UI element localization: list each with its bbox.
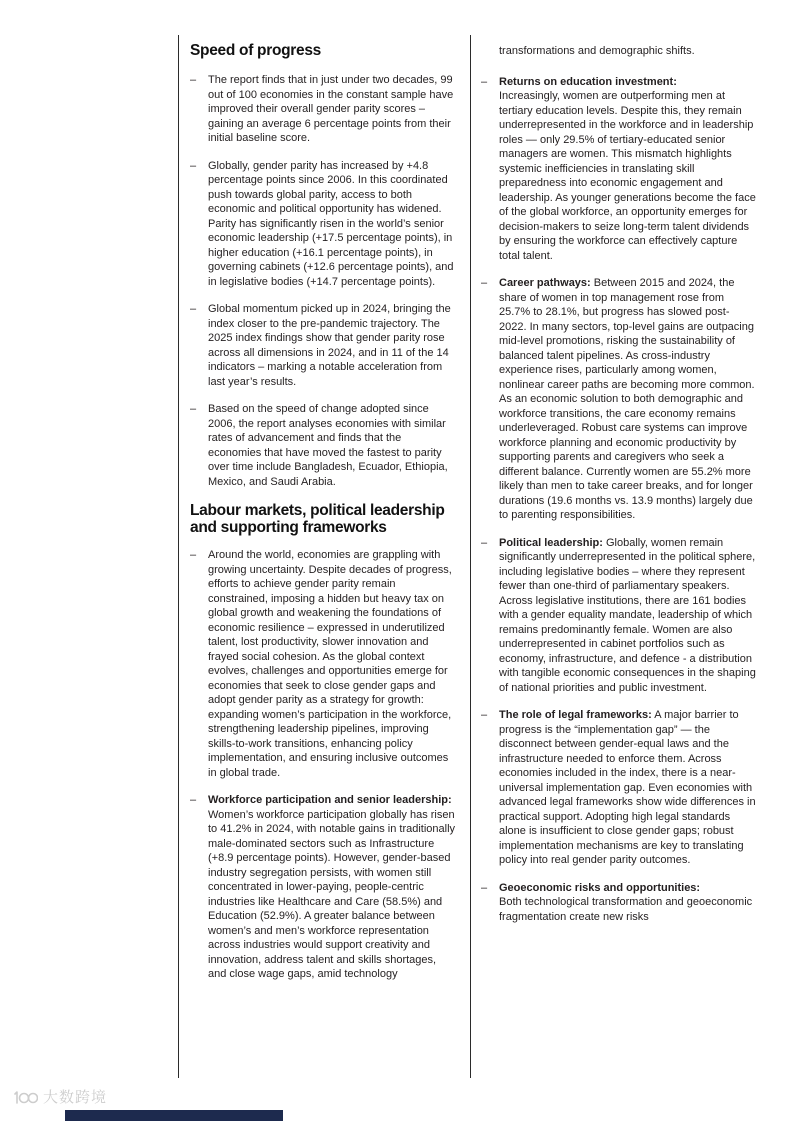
- bullet-dash: –: [190, 794, 197, 806]
- list-item: [190, 402, 456, 489]
- paragraph: [499, 75, 757, 264]
- paragraph-text: Between 2015 and 2024, the share of women in top management rose from 25.7% to 28.1%, but progress has slowed post-2022. In many sectors, top-level gains are outpacing mid-level promotions, risking the sustainability of balanced talent pipelines. As cross-industry experience rises, particularly among women, nonlinear career paths are becoming more common. As an economic solution to both demographic and workforce transitions, the care economy remains underleveraged. Robust care systems can improve workforce planning and economic productivity by supporting parents and caregivers who seek a different balance. Currently women are 55.2% more likely than men to take career breaks, and for longer durations (19.6 months vs. 13.9 months) largely due to parenting responsibilities.: [499, 277, 755, 521]
- paragraph: [499, 276, 757, 523]
- bullet-dash: –: [190, 159, 197, 172]
- bullet-dash: –: [190, 303, 197, 315]
- paragraph-lead: Workforce participation and senior leadership:: [208, 794, 452, 806]
- paragraph-text: Globally, women remain significantly underrepresented in the political sphere, including legislative bodies – where they represent fewer than one-third of parliamentary speakers. Across legislative institutions, there are 161 bodies with a gender equality mandate, leadership of which remains predominantly female. Women are also underrepresented in cabinet portfolios such as economy, infrastructure, and defence - a distribution with tangible economic consequences in the shaping of national priorities and public investment.: [499, 536, 756, 694]
- paragraph-text: Women’s workforce participation globally has risen to 41.2% in 2024, with notable gains in traditionally male-dominated sectors such as Infrastructure (+8.9 percentage points). However, gender-based industry segregation persists, with women still concentrated in lower-paying, people-centric industries like Healthcare and Care (58.5%) and Education (52.9%). A greater balance between women’s and men’s workforce representation across industries would support creativity and innovation, address talent and skills shortages, and close wage gaps, amid technology: [208, 808, 456, 980]
- list-item: [481, 708, 757, 868]
- list-item: [190, 159, 456, 290]
- paragraph-text: A major barrier to progress is the “implementation gap” — the disconnect between gender-equal laws and the infrastructure needed to enforce them. Across economies included in the index, there is a near-universal implementation gap. Even economies with advanced legal frameworks show wide differences in practical support. Adopting high legal standards alone is insufficient to close gender gaps; robust implementation mechanisms are key to translating policy into real gender parity outcomes.: [499, 709, 756, 866]
- list-item: [190, 548, 456, 780]
- list-item: [190, 73, 456, 146]
- paragraph: [499, 881, 757, 925]
- bullet-dash: –: [190, 403, 197, 415]
- watermark-logo-icon: [14, 1088, 38, 1106]
- paragraph: Global momentum picked up in 2024, bringing the index closer to the pre-pandemic trajectory. The 2025 index findings show that gender parity rose across all dimensions in 2024, and in 11 of the 14 indicators – marking a notable acceleration from last year’s results.: [208, 303, 451, 388]
- paragraph-lead: Political leadership:: [499, 536, 603, 549]
- bullet-dash: –: [481, 709, 488, 721]
- right-column: [481, 44, 757, 937]
- left-column: [190, 42, 456, 995]
- paragraph-lead: The role of legal frameworks:: [499, 709, 652, 721]
- list-item: [481, 881, 757, 925]
- paragraph-lead: Geoeconomic risks and opportunities:: [499, 881, 701, 894]
- bullet-dash: –: [190, 549, 197, 561]
- bullet-dash: –: [481, 881, 488, 894]
- column-divider-rule: [470, 35, 471, 1078]
- bullet-dash: –: [481, 75, 488, 88]
- bullet-dash: –: [481, 536, 488, 549]
- list-item: [481, 75, 757, 264]
- list-item: [481, 276, 757, 523]
- paragraph-lead: Career pathways:: [499, 277, 591, 289]
- paragraph: Based on the speed of change adopted since 2006, the report analyses economies with similar rates of advancement and finds that the economies that have moved the fastest to parity over time include Bangladesh, Ecuador, Ethiopia, Mexico, and Saudi Arabia.: [208, 403, 448, 488]
- paragraph-text: Increasingly, women are outperforming men at tertiary education levels. Despite this, they remain underrepresented in the workforce and in leadership roles — only 29.5% of tertiary-educated senior managers are women. This mismatch highlights systemic inefficiencies in translating skill preparedness into economic engagement and leadership. As younger generations become the face of the global workforce, an opportunity emerges for decision-makers to seize long-term talent dividends by ensuring the workforce can effectively capture total talent.: [499, 90, 756, 262]
- bullet-dash: –: [481, 277, 488, 289]
- list-item: [190, 793, 456, 982]
- paragraph: [499, 708, 757, 868]
- paragraph: Globally, gender parity has increased by +4.8 percentage points since 2006. In this coordinated push towards global parity, access to both economic and political opportunity has widened. Parity has significantly risen in the world’s senior economic leadership (+17.5 percentage points), in higher education (+16.1 percentage points), in governing cabinets (+12.6 percentage points), and in legislative bodies (+14.7 percentage points).: [208, 159, 454, 288]
- watermark-text: 大数跨境: [43, 1089, 108, 1106]
- paragraph-text: Both technological transformation and geoeconomic fragmentation create new risks: [499, 896, 753, 923]
- list-item: [190, 302, 456, 389]
- paragraph: [499, 536, 757, 696]
- paragraph: The report finds that in just under two decades, 99 out of 100 economies in the constant sample have improved their overall gender parity scores – gaining an average 6 percentage points from their initial baseline score.: [208, 74, 454, 144]
- bullet-dash: –: [190, 74, 197, 86]
- paragraph-continuation: transformations and demographic shifts.: [499, 45, 695, 57]
- paragraph: [208, 793, 456, 982]
- left-column-rule: [178, 35, 179, 1078]
- section-heading-speed-of-progress: Speed of progress: [190, 42, 321, 59]
- list-item: [481, 536, 757, 696]
- footer-accent-bar: [65, 1110, 283, 1121]
- watermark: [14, 1086, 107, 1107]
- paragraph: Around the world, economies are grappling with growing uncertainty. Despite decades of progress, efforts to achieve gender parity remain constrained, imposing a hidden but heavy tax on global growth and weakening the foundations of economic resilience – expressed in underutilized talent, lost productivity, slower innovation and frayed social cohesion. As the global context evolves, challenges and opportunities emerge for economies that seek to close gender gaps and adopt gender parity as a strategy for growth: expanding women’s participation in the workforce, strengthening leadership pipelines, improving skills-to-work transitions, enhancing policy implementation, and ensuring inclusive outcomes in global trade.: [208, 549, 452, 779]
- section-heading-labour-markets: Labour markets, political leadership and supporting frameworks: [190, 502, 445, 536]
- paragraph-lead: Returns on education investment:: [499, 75, 677, 88]
